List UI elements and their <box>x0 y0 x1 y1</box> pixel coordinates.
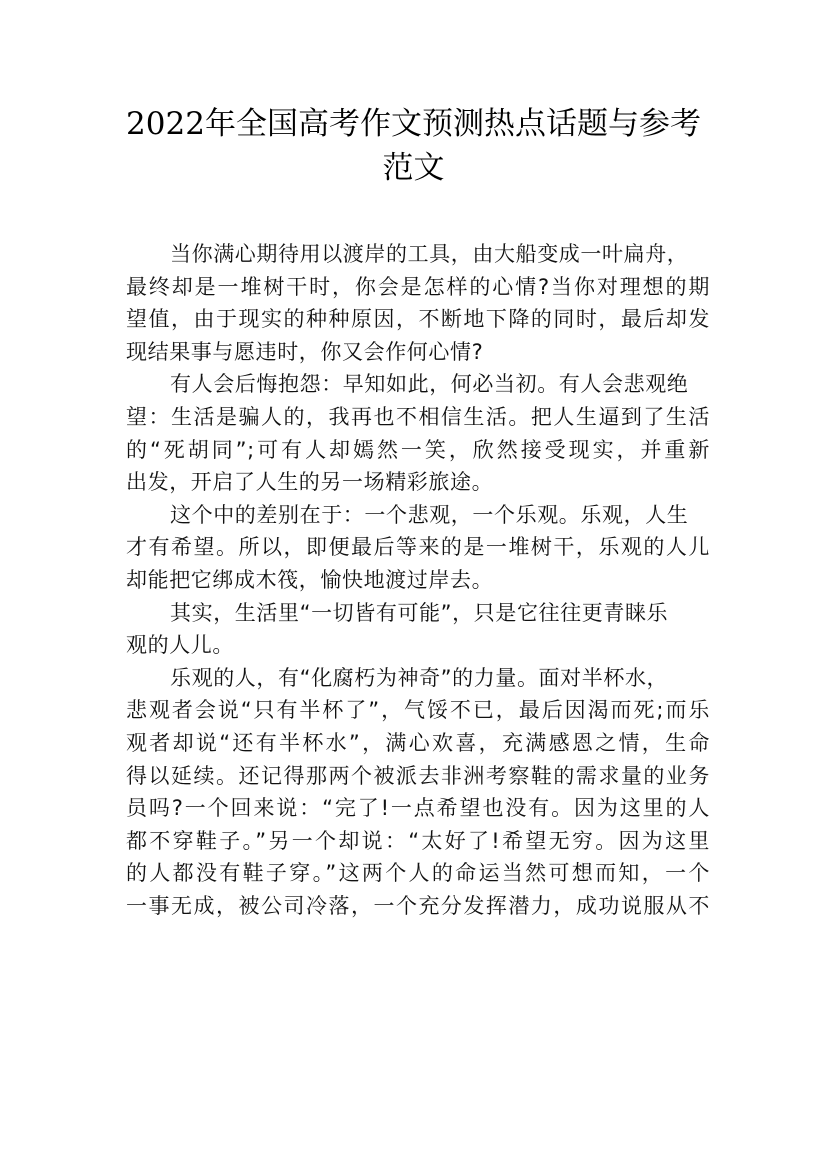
paragraph-line: 望：生活是骗人的，我再也不相信生活。把人生逼到了生活 <box>126 404 710 429</box>
paragraph-line: 其实，生活里“一切皆有可能”，只是它往往更青睐乐 <box>170 600 669 625</box>
paragraph-line: 这个中的差别在于：一个悲观，一个乐观。乐观，人生 <box>170 502 689 527</box>
paragraph-line: 出发，开启了人生的另一场精彩旅途。 <box>126 470 494 495</box>
paragraph-line: 观者却说“还有半杯水”，满心欢喜，充满感恩之情，生命 <box>126 730 710 755</box>
paragraph-line: 才有希望。所以，即便最后等来的是一堆树干，乐观的人儿 <box>126 535 710 560</box>
paragraph-line: 员吗?一个回来说：“完了!一点希望也没有。因为这里的人 <box>126 796 710 821</box>
paragraph-line: 都不穿鞋子。”另一个却说：“太好了!希望无穷。因为这里 <box>126 828 710 853</box>
paragraph-line: 一事无成，被公司冷落，一个充分发挥潜力，成功说服从不 <box>126 893 710 918</box>
paragraph-line: 最终却是一堆树干时，你会是怎样的心情?当你对理想的期 <box>126 274 710 299</box>
paragraph-line: 现结果事与愿违时，你又会作何心情? <box>126 339 484 364</box>
paragraph-line: 悲观者会说“只有半杯了”，气馁不已，最后因渴而死;而乐 <box>126 698 710 723</box>
document-title-line-2: 范文 <box>382 150 445 186</box>
paragraph-line: 当你满心期待用以渡岸的工具，由大船变成一叶扁舟， <box>170 242 689 266</box>
paragraph-line: 望值，由于现实的种种原因，不断地下降的同时，最后却发 <box>126 307 710 332</box>
paragraph-line: 得以延续。还记得那两个被派去非洲考察鞋的需求量的业务 <box>126 763 710 788</box>
paragraph-line: 乐观的人，有“化腐朽为神奇”的力量。面对半杯水， <box>170 665 669 690</box>
document-title-line-1: 2022年全国高考作文预测热点话题与参考 <box>126 106 701 142</box>
paragraph-line: 观的人儿。 <box>126 633 234 658</box>
paragraph-line: 有人会后悔抱怨：早知如此，何必当初。有人会悲观绝 <box>170 372 689 397</box>
paragraph-line: 的“死胡同”;可有人却嫣然一笑，欣然接受现实，并重新 <box>126 437 710 462</box>
document-body <box>126 238 710 922</box>
paragraph-line: 却能把它绑成木筏，愉快地渡过岸去。 <box>126 567 494 592</box>
paragraph-line: 的人都没有鞋子穿。”这两个人的命运当然可想而知，一个 <box>126 861 710 886</box>
